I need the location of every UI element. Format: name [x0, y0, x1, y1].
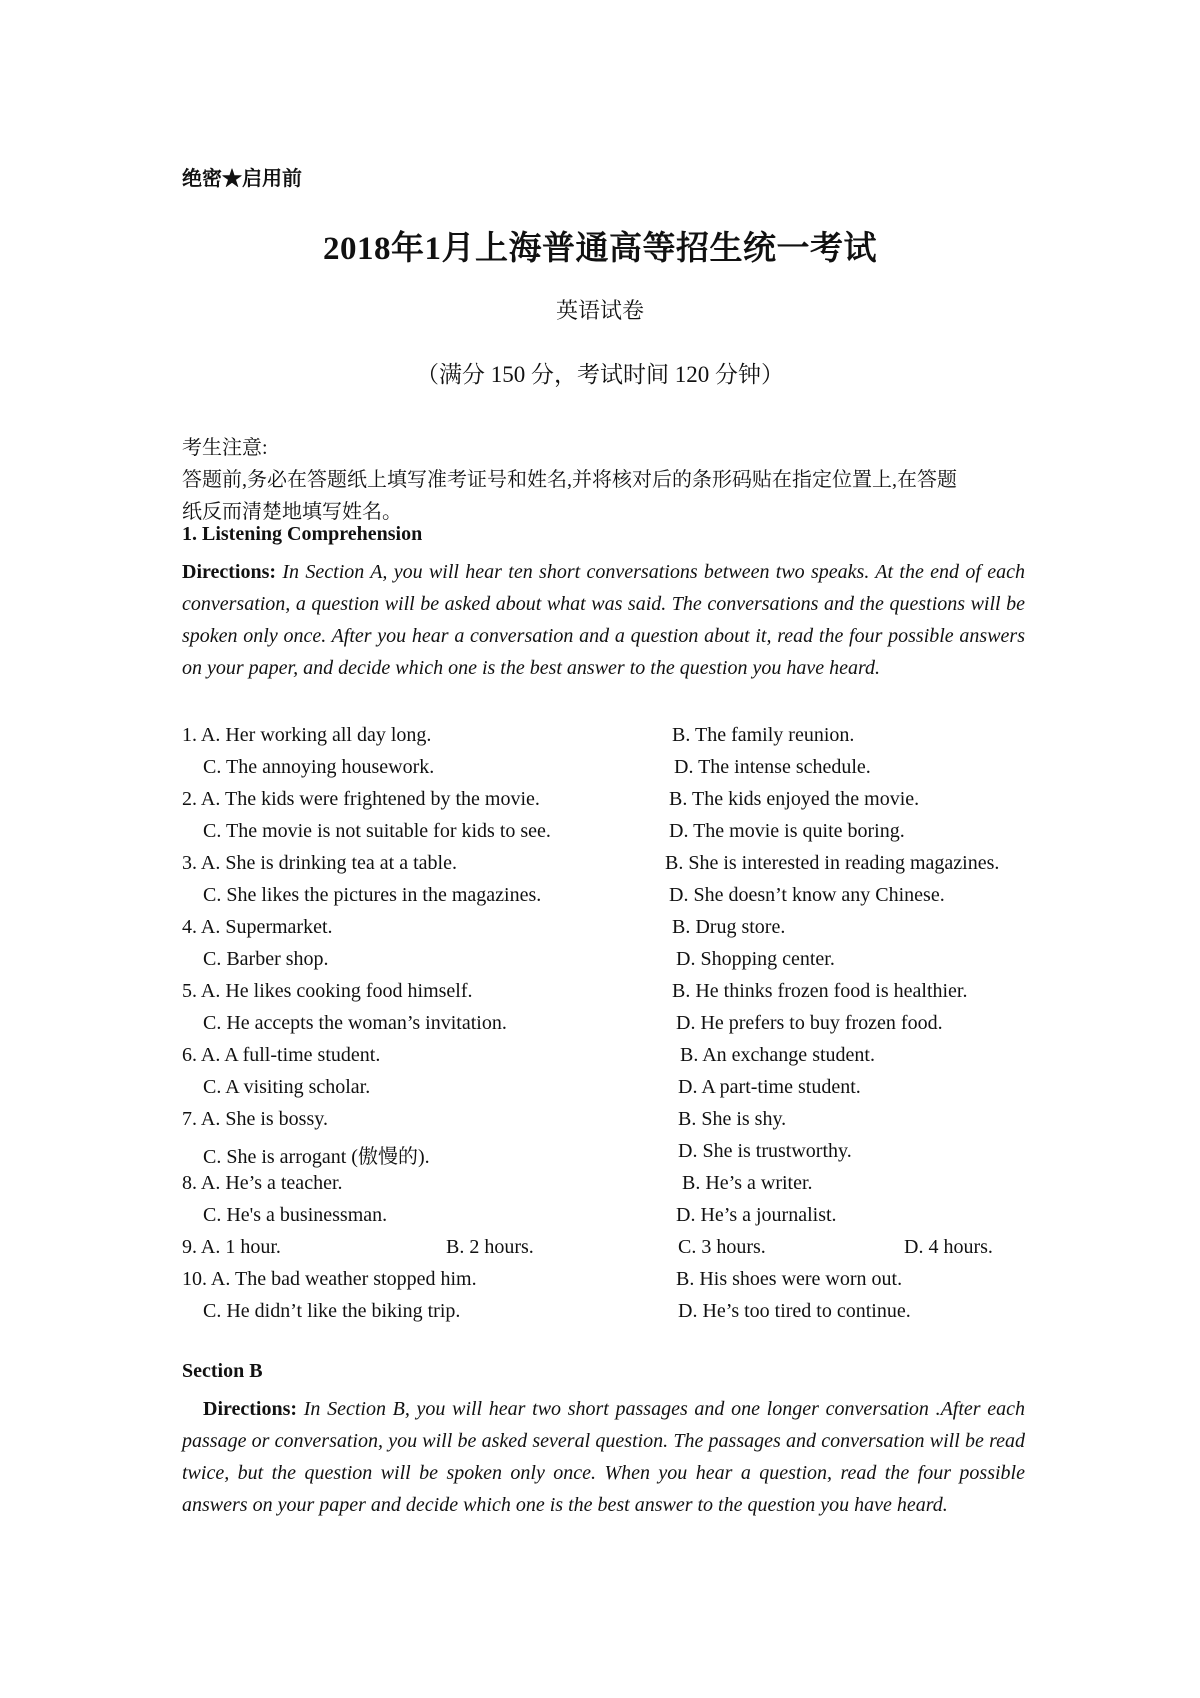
q7-option-d: D. She is trustworthy. — [678, 1140, 852, 1162]
q7-option-c: C. She is arrogant (傲慢的). — [203, 1146, 430, 1168]
q10-option-b: B. His shoes were worn out. — [676, 1268, 903, 1290]
notice-label: 考生注意: — [182, 437, 268, 459]
q6-option-b: B. An exchange student. — [680, 1044, 875, 1066]
q1-option-b: B. The family reunion. — [672, 724, 855, 746]
directions-text: In Section A, you will hear ten short conversations between two speaks. At the end of each conversation, a question will be asked about what was said. The conversations and the questions will be spoken only once. After you hear a conversation and a question about it, read the four possible answers on your paper, and decide which one is the best answer to the question you have heard. — [182, 561, 1025, 679]
q8-option-c: C. He's a businessman. — [203, 1204, 388, 1226]
confidential-label: 绝密★启用前 — [182, 168, 302, 190]
q10-option-c: C. He didn’t like the biking trip. — [203, 1300, 461, 1322]
q9-option-b: B. 2 hours. — [446, 1236, 534, 1258]
candidate-notice — [182, 432, 1022, 528]
q3-option-a: 3. A. She is drinking tea at a table. — [182, 852, 457, 874]
q9-option-c: C. 3 hours. — [678, 1236, 766, 1258]
q5-option-c: C. He accepts the woman’s invitation. — [203, 1012, 507, 1034]
notice-line-2: 纸反而清楚地填写姓名。 — [182, 501, 402, 523]
section-b-directions-label: Directions: — [203, 1398, 298, 1420]
q10-option-a: 10. A. The bad weather stopped him. — [182, 1268, 477, 1290]
q4-option-d: D. Shopping center. — [676, 948, 835, 970]
notice-line-1: 答题前,务必在答题纸上填写准考证号和姓名,并将核对后的条形码贴在指定位置上,在答题 — [182, 469, 957, 491]
q7-option-b: B. She is shy. — [678, 1108, 787, 1130]
q4-option-a: 4. A. Supermarket. — [182, 916, 333, 938]
q10-option-d: D. He’s too tired to continue. — [678, 1300, 911, 1322]
q2-option-c: C. The movie is not suitable for kids to see. — [203, 820, 551, 842]
exam-subtitle: 英语试卷 — [555, 298, 644, 323]
exam-title: 2018年1月上海普通高等招生统一考试 — [323, 231, 877, 267]
q1-option-a: 1. A. Her working all day long. — [182, 724, 432, 746]
q9-option-a: 9. A. 1 hour. — [182, 1236, 281, 1258]
q6-option-c: C. A visiting scholar. — [203, 1076, 371, 1098]
q1-option-d: D. The intense schedule. — [674, 756, 871, 778]
q8-option-d: D. He’s a journalist. — [676, 1204, 837, 1226]
q3-option-c: C. She likes the pictures in the magazines. — [203, 884, 542, 906]
q5-option-a: 5. A. He likes cooking food himself. — [182, 980, 473, 1002]
q1-option-c: C. The annoying housework. — [203, 756, 435, 778]
exam-score-time: （满分 150 分，考试时间 120 分钟） — [416, 362, 784, 387]
q5-option-d: D. He prefers to buy frozen food. — [676, 1012, 943, 1034]
q2-option-d: D. The movie is quite boring. — [669, 820, 905, 842]
q3-option-d: D. She doesn’t know any Chinese. — [669, 884, 945, 906]
section-b-directions-text: In Section B, you will hear two short passages and one longer conversation .After each passage or conversation, you will be asked several question. The passages and conversation will be read twice, but the question will be spoken only once. When you hear a question, read the four possible answers on your paper and decide which one is the best answer to the question you have heard. — [182, 1398, 1025, 1516]
q6-option-a: 6. A. A full-time student. — [182, 1044, 381, 1066]
q3-option-b: B. She is interested in reading magazines. — [665, 852, 1000, 874]
q2-option-a: 2. A. The kids were frightened by the movie. — [182, 788, 540, 810]
q5-option-b: B. He thinks frozen food is healthier. — [672, 980, 968, 1002]
q7-option-a: 7. A. She is bossy. — [182, 1108, 328, 1130]
q4-option-b: B. Drug store. — [672, 916, 786, 938]
q9-option-d: D. 4 hours. — [904, 1236, 993, 1258]
q4-option-c: C. Barber shop. — [203, 948, 329, 970]
directions-label: Directions: — [182, 561, 277, 583]
q2-option-b: B. The kids enjoyed the movie. — [669, 788, 920, 810]
q8-option-b: B. He’s a writer. — [682, 1172, 813, 1194]
section-a-directions — [182, 556, 1025, 684]
q6-option-d: D. A part-time student. — [678, 1076, 861, 1098]
section-1-heading: 1. Listening Comprehension — [182, 523, 423, 545]
q8-option-a: 8. A. He’s a teacher. — [182, 1172, 343, 1194]
section-b-directions — [182, 1393, 1025, 1521]
section-b-heading: Section B — [182, 1360, 263, 1382]
